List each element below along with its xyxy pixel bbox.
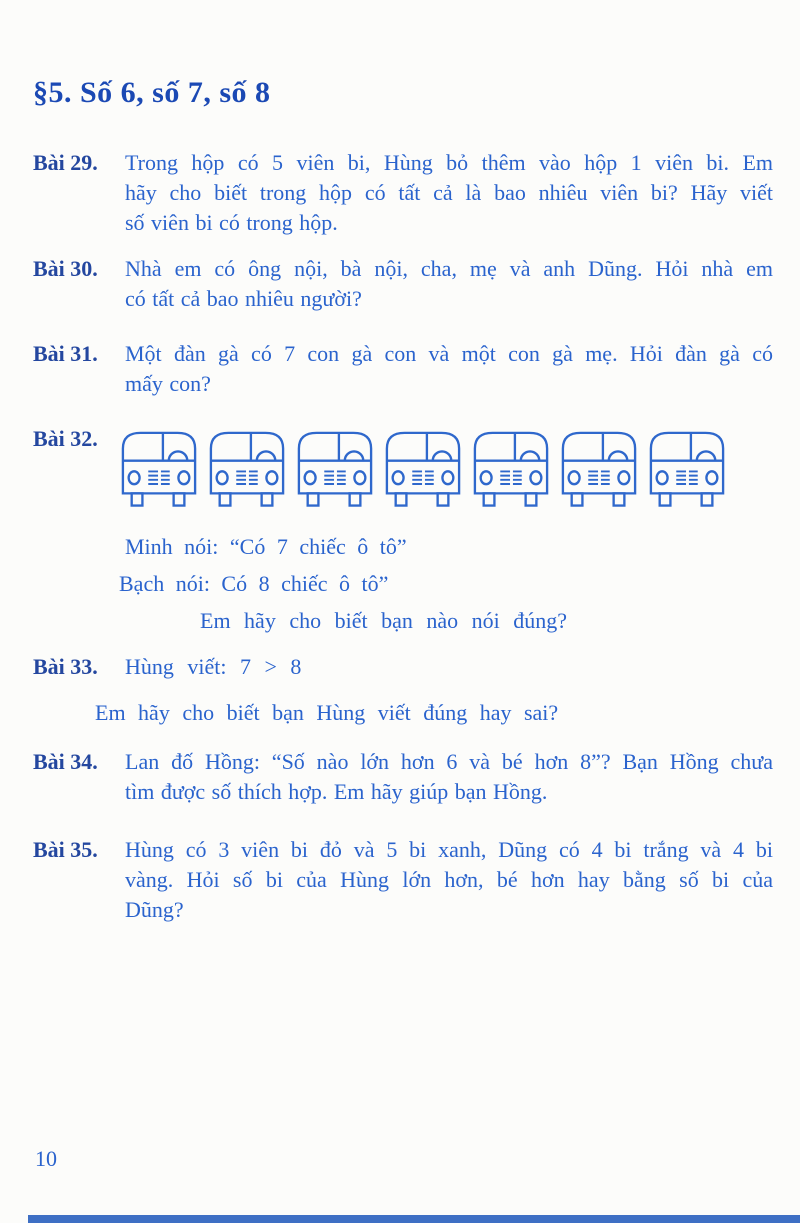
section-title: §5. Số 6, số 7, số 8: [33, 76, 271, 109]
problem-34-text: [125, 747, 773, 807]
bus-icon: [206, 428, 288, 508]
bus-row: [118, 428, 734, 508]
text-line: Hùng có 3 viên bi đỏ và 5 bi xanh, Dũng có 4 bi trắng và 4 bi: [125, 837, 773, 862]
problem-33: [33, 652, 775, 682]
bus-icon: [470, 428, 552, 508]
text-line: có tất cả bao nhiêu người?: [125, 286, 362, 311]
text-line: Dũng?: [125, 897, 184, 922]
text-line: Một đàn gà có 7 con gà con và một con gà mẹ. Hỏi đàn gà có: [125, 341, 773, 366]
text-line: Lan đố Hồng: “Số nào lớn hơn 6 và bé hơn 8”? Bạn Hồng chưa: [125, 749, 773, 774]
bus-icon: [294, 428, 376, 508]
page-number: 10: [35, 1146, 57, 1171]
text-line: số viên bi có trong hộp.: [125, 210, 338, 235]
text-line: hãy cho biết trong hộp có tất cả là bao nhiêu viên bi? Hãy viết: [125, 180, 773, 205]
problem-33-text: [125, 652, 773, 682]
problem-34-label: Bài 34.: [33, 749, 98, 774]
problem-31-label: Bài 31.: [33, 341, 98, 366]
dialogue-minh: Minh nói: “Có 7 chiếc ô tô”: [125, 534, 407, 559]
problem-33-label: Bài 33.: [33, 654, 98, 679]
problem-35-label: Bài 35.: [33, 837, 98, 862]
problem-30-text: [125, 254, 773, 314]
bus-icon: [646, 428, 728, 508]
problem-31: [33, 339, 775, 399]
problem-30-label: Bài 30.: [33, 256, 98, 281]
dialogue-question: Em hãy cho biết bạn nào nói đúng?: [200, 608, 567, 633]
problem-29-label: Bài 29.: [33, 150, 98, 175]
problem-32-label: Bài 32.: [33, 426, 98, 451]
bus-icon: [558, 428, 640, 508]
text-line: Nhà em có ông nội, bà nội, cha, mẹ và anh Dũng. Hỏi nhà em: [125, 256, 773, 281]
dialogue-bach: Bạch nói: Có 8 chiếc ô tô”: [119, 571, 389, 596]
problem-35-text: [125, 835, 773, 925]
text-line: Hùng viết: 7 > 8: [125, 654, 302, 679]
problem-34: [33, 747, 775, 807]
problem-35: [33, 835, 775, 925]
problem-29: [33, 148, 775, 238]
problem-30: [33, 254, 775, 314]
problem-29-text: [125, 148, 773, 238]
bus-icon: [118, 428, 200, 508]
text-line: tìm được số thích hợp. Em hãy giúp bạn Hồng.: [125, 779, 548, 804]
text-line: mấy con?: [125, 371, 211, 396]
text-line: Trong hộp có 5 viên bi, Hùng bỏ thêm vào hộp 1 viên bi. Em: [125, 150, 773, 175]
bus-icon: [382, 428, 464, 508]
footer-bar: [28, 1215, 800, 1223]
text-line: vàng. Hỏi số bi của Hùng lớn hơn, bé hơn hay bằng số bi của: [125, 867, 773, 892]
problem-33-followup: Em hãy cho biết bạn Hùng viết đúng hay sai?: [95, 700, 559, 725]
problem-31-text: [125, 339, 773, 399]
